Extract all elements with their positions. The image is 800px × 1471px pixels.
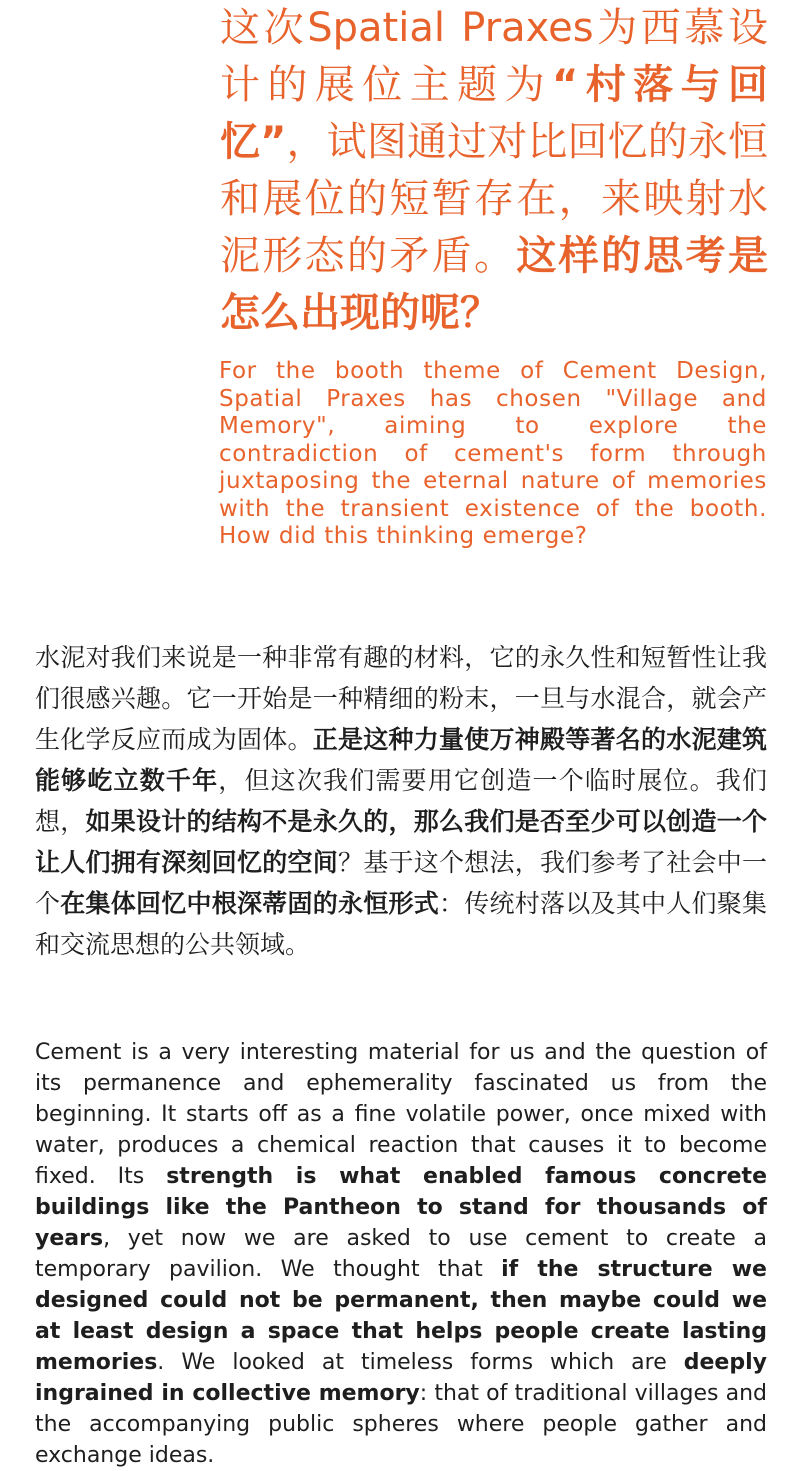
answer-zh-part-3: ？基于这个想法，我们参考了社会中一个 (35, 848, 767, 918)
question-english: For the booth theme of Cement Design, Spatial Praxes has chosen "Village and Memory", aiming to explore the contradiction of cement's form through juxtaposing the eternal nature of memories with the transient existence of the booth. How did this thinking emerge? (219, 358, 767, 549)
answer-en-part-1: Cement is a very interesting material for us and the question of its permanence and ephemerality fascinated us from the beginning. It starts off as a fine volatile power, once mixed with water, produces a chemical reaction that causes it to become fixed. Its (35, 1040, 767, 1189)
question-zh-part-2: ，试图通过对比回忆的永恒和展位的短暂存在，来映射水泥形态的矛盾。 (220, 119, 768, 279)
answer-en-bold-2: if the structure we designed could not be permanent, then maybe could we at least design a space that helps people create lasting memories (35, 1257, 767, 1375)
answer-en-part-4: : that of traditional villages and the accompanying public spheres where people gather and exchange ideas. (35, 1381, 767, 1468)
question-chinese (220, 0, 768, 342)
answer-en-bold-1: strength is what enabled famous concrete buildings like the Pantheon to stand for thousands of years (35, 1164, 767, 1251)
answer-zh-part-4: ：传统村落以及其中人们聚集和交流思想的公共领域。 (35, 889, 767, 959)
answer-chinese (35, 637, 767, 965)
answer-zh-bold-3: 在集体回忆中根深蒂固的永恒形式 (60, 889, 439, 918)
answer-en-part-3: . We looked at timeless forms which are (157, 1350, 684, 1375)
answer-zh-bold-2: 如果设计的结构不是永久的，那么我们是否至少可以创造一个让人们拥有深刻回忆的空间 (35, 807, 767, 877)
answer-english (35, 1037, 767, 1471)
question-zh-bold-theme: “村落与回忆” (220, 62, 768, 165)
answer-zh-part-1: 水泥对我们来说是一种非常有趣的材料，它的永久性和短暂性让我们很感兴趣。它一开始是一种精细的粉末，一旦与水混合，就会产生化学反应而成为固体。 (35, 643, 767, 754)
answer-zh-part-2: ，但这次我们需要用它创造一个临时展位。我们想， (35, 766, 767, 836)
question-zh-part-1: 这次Spatial Praxes为西慕设计的展位主题为 (220, 5, 768, 108)
answer-zh-bold-1: 正是这种力量使万神殿等著名的水泥建筑能够屹立数千年 (35, 725, 767, 795)
answer-en-part-2: , yet now we are asked to use cement to create a temporary pavilion. We thought that (35, 1226, 767, 1282)
answer-en-bold-3: deeply ingrained in collective memory (35, 1350, 767, 1406)
question-zh-bold-ask: 这样的思考是怎么出现的呢？ (220, 233, 769, 336)
